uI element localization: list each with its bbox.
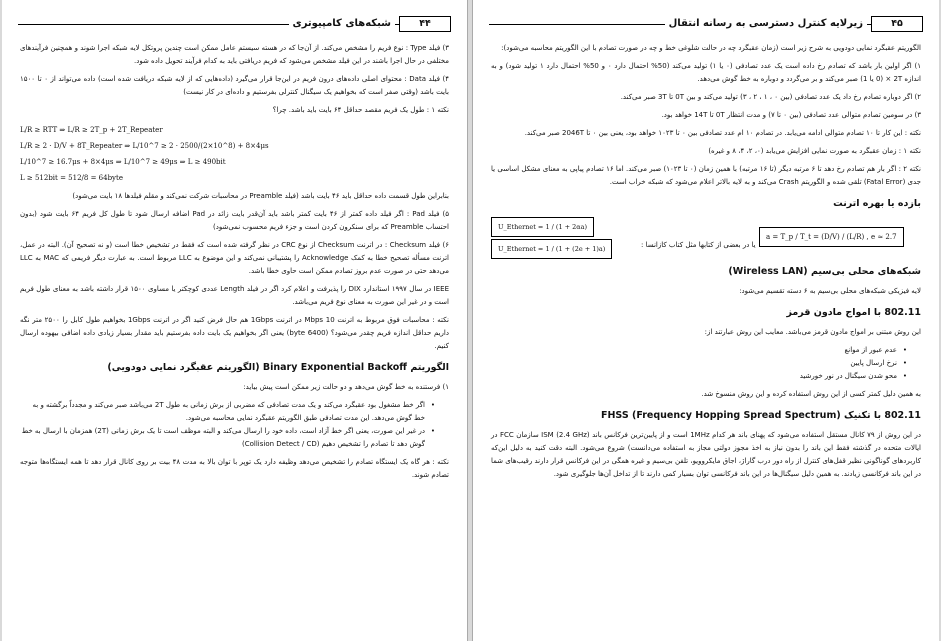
paragraph: نکته ۲ : اگر بار هم تصادم رخ دهد تا ۶ مرتبه دیگر (تا ۱۶ مرتبه) با همین زمان (۰ تا ۱۰۲۳) صبر می‌کند. اما ۱۶ تصادم پیاپی به معنای مشکل اساسی یا جدی (Fatal Error) تلقی شده و الگوریتم Crash می‌کند و به لایه بالاتر اعلام می‌شود که شبکه خراب است. bbox=[491, 165, 922, 186]
left-page-header bbox=[18, 16, 451, 32]
page-number-box: ۴۵ bbox=[871, 16, 923, 32]
paragraph: ۶) فیلد Checksum : در اترنت Checksum از نوع CRC در نظر گرفته شده است که فقط در تشخیص خطا است (و نه تصحیح آن). البته در عمل، اترنت مسأله تصحیح خطا به کمک Acknowledge را پشتیبانی نمی‌کند و این موضوع به LLC مربوط است. به عبارت دیگر فریمی که MAC به LLC می‌دهد حتی در صورت عدم بروز تصادم ممکن است حاوی خطا باشد. bbox=[20, 241, 449, 275]
paragraph: نکته : این کار تا ۱۰ تصادم متوالی ادامه می‌یابد. در تصادم ۱۰ ام عدد تصادفی بین ۰ تا ۱۰۲۳ خواهد بود، یعنی بین ۰ تا 2046T صبر می‌کند. bbox=[524, 129, 921, 137]
right-page-content bbox=[491, 42, 921, 631]
section-heading: بازده یا بهره اترنت bbox=[833, 198, 921, 209]
paragraph: ۱) فرستنده به خط گوش می‌دهد و دو حالت زیر ممکن است پیش بیاید: bbox=[243, 383, 449, 391]
paragraph: ۳) فیلد Type : نوع فریم را مشخص می‌کند. از آن‌جا که در هسته سیستم عامل ممکن است چندین پروتکل لایه شبکه اجرا شوند و همچنین فرآیندهای مختلفی در حال اجرا باشند در این فیلد مشخص می‌شود که فریم دریافتی باید به کدام فرآیند تحویل داده شود. bbox=[20, 44, 449, 65]
math-line: L/R ≥ 2 · D/V + 8T_Repeater ⇒ L/10^7 ≥ 2 · 2500/(2×10^8) + 8×4μs bbox=[20, 142, 269, 150]
paragraph: ۳) در سومین تصادم متوالی عدد تصادفی (بین ۰ تا ۷) و مدت انتظار 0T تا 14T خواهد بود. bbox=[661, 111, 921, 119]
paragraph: لایه فیزیکی شبکه‌های محلی بی‌سیم به ۶ دسته تقسیم می‌شود: bbox=[739, 287, 921, 295]
paragraph: نکته ۱ : زمان عقبگرد به صورت نمایی افزایش می‌یابد (۰، ۲، ۴، ۸ و غیره) bbox=[708, 147, 921, 155]
bullet-list bbox=[20, 399, 435, 451]
paragraph: این روش مبتنی بر امواج مادون قرمز می‌باشد. معایب این روش عبارتند از: bbox=[704, 328, 921, 336]
section-heading: الگوریتم Binary Exponential Backoff (الگوریتم عقبگرد نمایی دودویی) bbox=[107, 362, 449, 373]
section-heading: شبکه‌های محلی بی‌سیم (Wireless LAN) bbox=[728, 266, 921, 277]
paragraph: بنابراین طول قسمت داده حداقل باید ۴۶ بایت باشد (فیلد Preamble در محاسبات شرکت نمی‌کند و مقلم فیلدها ۱۸ بایت می‌شود) bbox=[72, 192, 449, 200]
math-line: L ≥ 512bit = 512/8 = 64byte bbox=[20, 174, 123, 182]
section-heading: 802.11 با تکنیک FHSS (Frequency Hopping Spread Spectrum) bbox=[600, 410, 921, 421]
math-derivation bbox=[20, 122, 449, 186]
list-item: • محو شدن سیگنال در نور خورشید bbox=[491, 370, 907, 383]
bullet-list bbox=[491, 344, 907, 383]
paragraph: ۵) فیلد Pad : اگر فیلد داده کمتر از ۴۶ بایت کمتر باشد باید آن‌قدر بایت زائد در Pad اضافه ارسال شود تا طول کل فریم ۶۴ بایت شود (بدون احتساب Preamble که برای سنکرون کردن است و جزء فریم محسوب نمی‌شود) bbox=[20, 210, 449, 231]
page-number-box: ۴۴ bbox=[399, 16, 451, 32]
paragraph: در این روش از ۷۹ کانال مستقل استفاده می‌شود که پهنای باند هر کدام 1MHz است و از پایین‌ترین فرکانس باند ISM (2.4 GHz) سازمان FCC در ایالات متحده در گذشته فقط این باند را بدون نیاز به اخذ مجوز دولتی مجاز به استفاده می‌دانست) شروع می‌شود. البته دقت کنید به دلیل این‌که کاربردهای گوناگونی نظیر قفل‌های کنترل از راه دور درب گاراژ، اجاق مایکروویو، تلفن بی‌سیم و غیره همگی در این فرکانس قرار دارند رقیب‌های شما در این باند فرکانسی زیادند. به همین دلیل سیگنال‌ها در این باند فرکانسی توان بسیار کمی دارند تا از تداخل آن‌ها جلوگیری شود. bbox=[491, 431, 921, 478]
paragraph: نکته : هر گاه یک ایستگاه تصادم را تشخیص می‌دهد وظیفه دارد یک توپر با توان بالا به مدت ۴۸ بیت بر روی کانال قرار دهد تا همه ایستگاه‌ها متوجه تصادم شوند. bbox=[20, 458, 449, 479]
paragraph: ۲) اگر دوباره تصادم رخ داد یک عدد تصادفی (بین ۰ ، ۱ ، ۲ ، ۳) تولید می‌کند و بین 0T تا 3T صبر می‌کند. bbox=[620, 93, 921, 101]
list-item: • در غیر این صورت، یعنی اگر خط آزاد است، داده خود را ارسال می‌کند و البته موظف است تا یک برش زمانی (2T) همزمان با ارسال به خط گوش دهد تا تصادم را تشخیص دهیم (Collision Detect / CD) bbox=[20, 425, 435, 451]
section-heading: 802.11 با امواج مادون قرمز bbox=[786, 307, 921, 318]
paragraph: IEEE در سال ۱۹۹۷ استاندارد DIX را پذیرفت و اعلام کرد اگر در فیلد Length عددی کوچکتر یا مساوی ۱۵۰۰ قرار داشته باشد به معنای طول فریم است و در غیر این صورت به معنای نوع فریم می‌باشد. bbox=[20, 285, 449, 306]
paragraph: نکته : محاسبات فوق مربوط به اترنت 10 Mbps در اترنت 1Gbps هم حال فرض کنید اگر در اترنت 1Gbps بخواهیم طول کابل را ۲۵۰۰ متر نگه داریم حداقل اندازه فریم چقدر می‌شود؟ (6400 byte) یعنی اگر بخواهیم یک بایت داده بفرستیم باید مقدار بسیار زیادی داده اضافی بیهوده ارسال کنیم. bbox=[20, 316, 449, 350]
formula-box: U_Ethernet = 1 / (1 + (2e + 1)a) bbox=[491, 239, 612, 259]
header-title: زیرلایه کنترل دسترسی به رسانه انتقال bbox=[665, 16, 867, 32]
header-title: شبکه‌های کامپیوتری bbox=[289, 16, 395, 32]
list-item: • اگر خط مشغول بود عقبگرد می‌کند و یک مدت تصادفی که مضربی از برش زمانی به طول 2T می‌باشد صبر می‌کند و مجدداً برگشته و به خط گوش می‌دهد. این مدت تصادفی طبق الگوریتم عقبگرد نمایی محاسبه می‌شود. bbox=[20, 399, 435, 425]
paragraph: ۴) فیلد Data : محتوای اصلی داده‌های درون فریم در این‌جا قرار می‌گیرد (داده‌هایی که از لایه شبکه دریافت شده است) داده می‌تواند از ۰ تا ۱۵۰۰ بایت باشد (وقتی صفر است که بخواهیم یک سیگنال کنترلی بفرستیم و داده‌ای در کار نیست) bbox=[20, 75, 450, 96]
efficiency-formulas bbox=[491, 217, 921, 257]
list-item: • نرخ ارسال پایین bbox=[491, 357, 907, 370]
paragraph: ۱) اگر اولین بار باشد که تصادم رخ داده است یک عدد تصادفی (۰ یا ۱) تولید می‌کند (50% احتمال دارد ۰ و 50% احتمال دارد ۱ تولید شود) و به اندازه 2T × (0 یا 1) صبر می‌کند و بر می‌گردد و دوباره به خط گوش می‌دهد. bbox=[491, 62, 922, 83]
right-page bbox=[472, 0, 939, 641]
list-item: • عدم عبور از موانع bbox=[491, 344, 907, 357]
right-page-header bbox=[489, 16, 923, 32]
left-page-content bbox=[20, 42, 449, 631]
math-line: L/R ≥ RTT ⇒ L/R ≥ 2T_p + 2T_Repeater bbox=[20, 126, 163, 134]
formula-caption: یا در بعضی از کتابها مثل کتاب کازانسا : bbox=[641, 241, 756, 249]
paragraph: به همین دلیل کمتر کسی از این روش استفاده کرده و این روش منسوخ شد. bbox=[701, 390, 921, 398]
formula-box: a = T_p / T_t = (D/V) / (L/R) , e ≈ 2.7 bbox=[759, 227, 904, 247]
paragraph: نکته ۱ : طول یک فریم مقصد حداقل ۶۴ بایت باید باشد. چرا؟ bbox=[272, 106, 449, 114]
paragraph: الگوریتم عقبگرد نمایی دودویی به شرح زیر است (زمان عقبگرد چه در حالت شلوغی خط و چه در صورت تصادم با این الگوریتم محاسبه می‌شود): bbox=[501, 44, 921, 52]
left-page bbox=[2, 0, 468, 641]
math-line: L/10^7 ≥ 16.7μs + 8×4μs ⇒ L/10^7 ≥ 49μs ⇒ L ≥ 490bit bbox=[20, 158, 226, 166]
formula-box: U_Ethernet = 1 / (1 + 2αa) bbox=[491, 217, 594, 237]
